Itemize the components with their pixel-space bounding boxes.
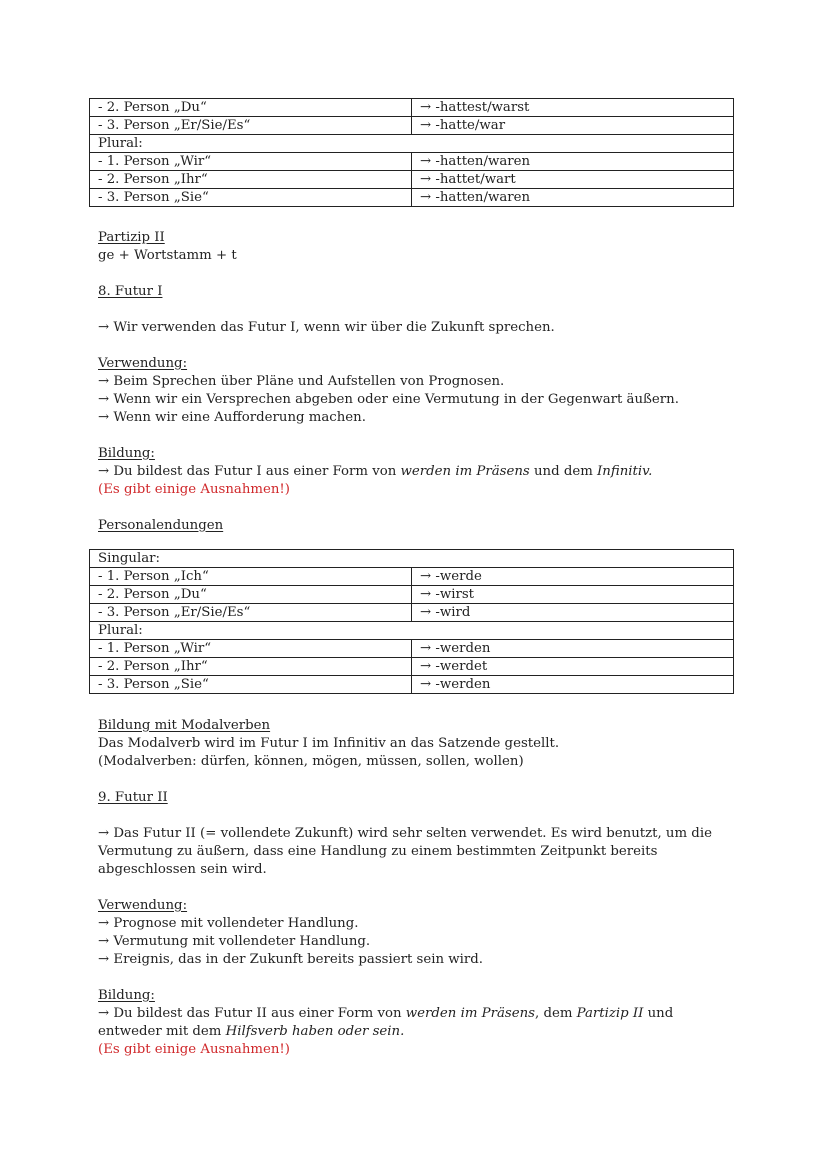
table-row: [90, 604, 734, 622]
text-run-italic: Infinitiv.: [597, 464, 653, 479]
futur1-verwendung-heading: Verwendung:: [98, 356, 188, 371]
futur1-personalendungen-heading: Personalendungen: [98, 518, 224, 533]
table-cell-ending: → -hatten/waren: [412, 189, 734, 207]
futur1-modal-heading: Bildung mit Modalverben: [98, 718, 271, 733]
futur1-modal-list: (Modalverben: dürfen, können, mögen, müssen, sollen, wollen): [98, 754, 524, 769]
text-run: → Du bildest das Futur II aus einer Form von: [98, 1006, 406, 1021]
table-row: [90, 189, 734, 207]
futur2-verwendung-item: → Ereignis, das in der Zukunft bereits passiert sein wird.: [98, 952, 483, 967]
table-row: [90, 153, 734, 171]
table-row-group-header: [90, 550, 734, 568]
table-cell-ending: → -hatte/war: [412, 117, 734, 135]
partizip-formula: ge + Wortstamm + t: [98, 248, 237, 263]
table-cell-ending: → -hattet/wart: [412, 171, 734, 189]
table-cell-ending: → -hattest/warst: [412, 99, 734, 117]
table-cell-ending: → -hatten/waren: [412, 153, 734, 171]
futur1-modal-text: Das Modalverb wird im Futur I im Infinitiv an das Satzende gestellt.: [98, 736, 560, 751]
futur2-heading: 9. Futur II: [98, 790, 168, 805]
futur1-bildung-heading: Bildung:: [98, 446, 155, 461]
futur1-verwendung-item: → Wenn wir eine Aufforderung machen.: [98, 410, 366, 425]
text-run-italic: werden im Präsens: [405, 1006, 535, 1021]
text-run: und dem: [529, 464, 598, 479]
table-row: [90, 568, 734, 586]
table-cell-person: - 3. Person „Sie“: [90, 189, 412, 207]
futur2-bildung-heading: Bildung:: [98, 988, 155, 1003]
futur1-bildung-text: [98, 463, 738, 481]
futur2-intro-line: → Das Futur II (= vollendete Zukunft) wird sehr selten verwendet. Es wird benutzt, um die: [98, 826, 712, 841]
table-cell-person: - 1. Person „Ich“: [90, 568, 412, 586]
table-cell-person: - 2. Person „Du“: [90, 99, 412, 117]
futur2-verwendung-item: → Vermutung mit vollendeter Handlung.: [98, 934, 371, 949]
futur1-ausnahmen-note: (Es gibt einige Ausnahmen!): [98, 482, 290, 497]
futur2-bildung-text-line2: [98, 1023, 738, 1041]
table-row-group-header: [90, 135, 734, 153]
conjugation-table-futur1: [89, 549, 734, 694]
table-group-label: Plural:: [90, 135, 734, 153]
text-run: entweder mit dem: [98, 1024, 226, 1039]
text-run-italic: Hilfsverb haben oder sein.: [225, 1024, 405, 1039]
text-run-italic: werden im Präsens: [400, 464, 530, 479]
table-cell-person: - 3. Person „Sie“: [90, 676, 412, 694]
table-cell-ending: → -werden: [412, 676, 734, 694]
table-cell-ending: → -wirst: [412, 586, 734, 604]
table-cell-person: - 2. Person „Ihr“: [90, 171, 412, 189]
table-row: [90, 658, 734, 676]
conjugation-table-praeteritum: [89, 98, 734, 207]
table-cell-person: - 1. Person „Wir“: [90, 153, 412, 171]
futur1-intro: → Wir verwenden das Futur I, wenn wir über die Zukunft sprechen.: [98, 320, 555, 335]
text-run-italic: Partizip II: [576, 1006, 644, 1021]
text-run: , dem: [534, 1006, 577, 1021]
table-group-label: Plural:: [90, 622, 734, 640]
table-cell-person: - 3. Person „Er/Sie/Es“: [90, 117, 412, 135]
table-cell-person: - 1. Person „Wir“: [90, 640, 412, 658]
table-group-label: Singular:: [90, 550, 734, 568]
table-row: [90, 117, 734, 135]
table-row: [90, 171, 734, 189]
table-row: [90, 640, 734, 658]
table-cell-ending: → -werdet: [412, 658, 734, 676]
text-run: → Du bildest das Futur I aus einer Form von: [98, 464, 401, 479]
table-cell-ending: → -werde: [412, 568, 734, 586]
partizip-heading: Partizip II: [98, 230, 165, 245]
futur2-intro-line: abgeschlossen sein wird.: [98, 862, 267, 877]
table-row: [90, 586, 734, 604]
futur2-ausnahmen-note: (Es gibt einige Ausnahmen!): [98, 1042, 290, 1057]
futur2-verwendung-item: → Prognose mit vollendeter Handlung.: [98, 916, 359, 931]
table-cell-ending: → -werden: [412, 640, 734, 658]
futur1-verwendung-item: → Wenn wir ein Versprechen abgeben oder eine Vermutung in der Gegenwart äußern.: [98, 392, 679, 407]
table-cell-person: - 2. Person „Du“: [90, 586, 412, 604]
table-row: [90, 99, 734, 117]
futur2-intro-line: Vermutung zu äußern, dass eine Handlung zu einem bestimmten Zeitpunkt bereits: [98, 844, 658, 859]
table-row: [90, 676, 734, 694]
table-cell-person: - 2. Person „Ihr“: [90, 658, 412, 676]
futur1-heading: 8. Futur I: [98, 284, 163, 299]
text-run: und: [643, 1006, 674, 1021]
futur2-verwendung-heading: Verwendung:: [98, 898, 188, 913]
table-row-group-header: [90, 622, 734, 640]
table-cell-person: - 3. Person „Er/Sie/Es“: [90, 604, 412, 622]
futur2-bildung-text: [98, 1005, 738, 1023]
futur1-verwendung-item: → Beim Sprechen über Pläne und Aufstellen von Prognosen.: [98, 374, 505, 389]
table-cell-ending: → -wird: [412, 604, 734, 622]
